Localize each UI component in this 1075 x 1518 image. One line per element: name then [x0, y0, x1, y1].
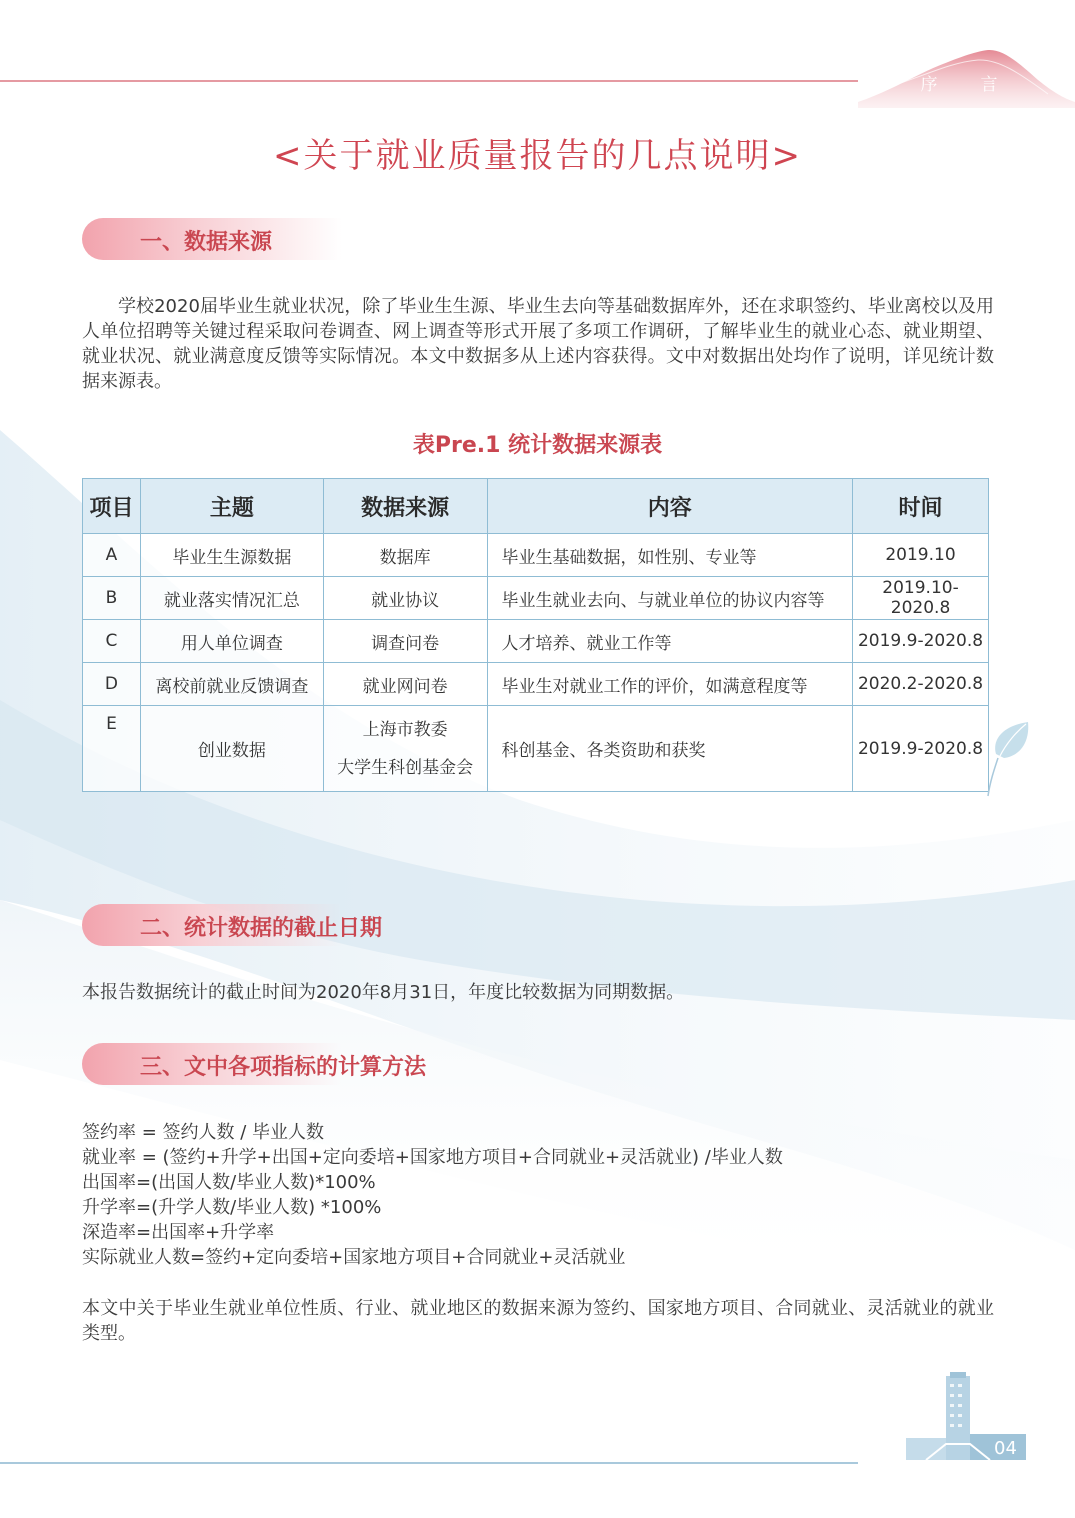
formula-list: [82, 1120, 783, 1270]
footer-divider: [0, 1462, 858, 1464]
cell-content: 毕业生基础数据，如性别、专业等: [487, 534, 853, 577]
page-number: 04: [994, 1438, 1017, 1459]
cell-source: 数据库: [323, 534, 487, 577]
formula-advanced-study-rate: 深造率=出国率+升学率: [82, 1222, 275, 1243]
cell-source: 调查问卷: [323, 620, 487, 663]
section-heading-calculation-methods: 三、文中各项指标的计算方法: [140, 1055, 427, 1080]
cell-content: 毕业生对就业工作的评价，如满意程度等: [487, 663, 853, 706]
cell-id: A: [83, 534, 141, 577]
section-heading-pill: [82, 1043, 427, 1085]
formula-abroad-rate: 出国率=(出国人数/毕业人数)*100%: [82, 1172, 376, 1193]
cell-topic: 用人单位调查: [140, 620, 323, 663]
cell-source-line-1: 上海市教委: [362, 719, 448, 740]
data-source-paragraph: 学校2020届毕业生就业状况，除了毕业生生源、毕业生去向等基础数据库外，还在求职签约、毕业离校以及用人单位招聘等关键过程采取问卷调查、网上调查等形式开展了多项工作调研，了解毕业生的就业心态、就业期望、就业状况、就业满意度反馈等实际情况。本文中数据多从上述内容获得。文中对数据出处均作了说明，详见统计数据来源表。: [82, 296, 994, 392]
cell-source: 就业网问卷: [323, 663, 487, 706]
section-tag: [900, 70, 1020, 95]
table-row: [83, 577, 989, 620]
table-header-cell: 时间: [853, 479, 989, 534]
cell-time: 2019.9-2020.8: [853, 706, 989, 792]
section-tag-char-1: 序: [920, 75, 940, 95]
section-tag-char-2: 言: [980, 75, 1000, 95]
cutoff-date-paragraph: 本报告数据统计的截止时间为2020年8月31日，年度比较数据为同期数据。: [82, 982, 685, 1003]
table-header-cell: 项目: [83, 479, 141, 534]
formula-actual-employment: 实际就业人数=签约+定向委培+国家地方项目+合同就业+灵活就业: [82, 1247, 626, 1268]
cell-time: 2019.10: [853, 534, 989, 577]
data-source-table: [82, 478, 989, 792]
cell-content: 科创基金、各类资助和获奖: [487, 706, 853, 792]
cell-topic: 创业数据: [140, 706, 323, 792]
header-divider: [0, 80, 858, 82]
table-header-cell: 主题: [140, 479, 323, 534]
cell-topic: 毕业生生源数据: [140, 534, 323, 577]
table-row: [83, 620, 989, 663]
table-header-row: [83, 479, 989, 534]
section-heading-data-source: 一、数据来源: [140, 230, 273, 255]
section-heading-pill: [82, 218, 342, 260]
cell-topic: 就业落实情况汇总: [140, 577, 323, 620]
cell-content: 毕业生就业去向、与就业单位的协议内容等: [487, 577, 853, 620]
table-caption: 表Pre.1 统计数据来源表: [412, 433, 663, 458]
cell-id: C: [83, 620, 141, 663]
cell-id: B: [83, 577, 141, 620]
formula-employment-rate: 就业率 = (签约+升学+出国+定向委培+国家地方项目+合同就业+灵活就业) /毕业人数: [82, 1147, 783, 1168]
cell-time: 2019.10-2020.8: [853, 577, 989, 620]
section-heading-cutoff-date: 二、统计数据的截止日期: [140, 916, 383, 941]
page-title: <关于就业质量报告的几点说明>: [273, 136, 802, 176]
formula-further-study-rate: 升学率=(升学人数/毕业人数) *100%: [82, 1197, 382, 1218]
cell-id: E: [83, 706, 141, 792]
section-heading-pill: [82, 904, 383, 946]
table-row: [83, 534, 989, 577]
cell-content: 人才培养、就业工作等: [487, 620, 853, 663]
cell-time: 2020.2-2020.8: [853, 663, 989, 706]
table-row: [83, 706, 989, 792]
table-header-cell: 内容: [487, 479, 853, 534]
cell-source: 就业协议: [323, 577, 487, 620]
cell-id: D: [83, 663, 141, 706]
formula-signing-rate: 签约率 = 签约人数 / 毕业人数: [82, 1122, 325, 1143]
table-row: [83, 663, 989, 706]
cell-time: 2019.9-2020.8: [853, 620, 989, 663]
cell-topic: 离校前就业反馈调查: [140, 663, 323, 706]
employment-type-note: 本文中关于毕业生就业单位性质、行业、就业地区的数据来源为签约、国家地方项目、合同就业、灵活就业的就业类型。: [82, 1298, 994, 1344]
cell-source: [323, 706, 487, 792]
table-header-cell: 数据来源: [323, 479, 487, 534]
leaf-icon: [986, 718, 1034, 798]
cell-source-line-2: 大学生科创基金会: [337, 757, 474, 778]
